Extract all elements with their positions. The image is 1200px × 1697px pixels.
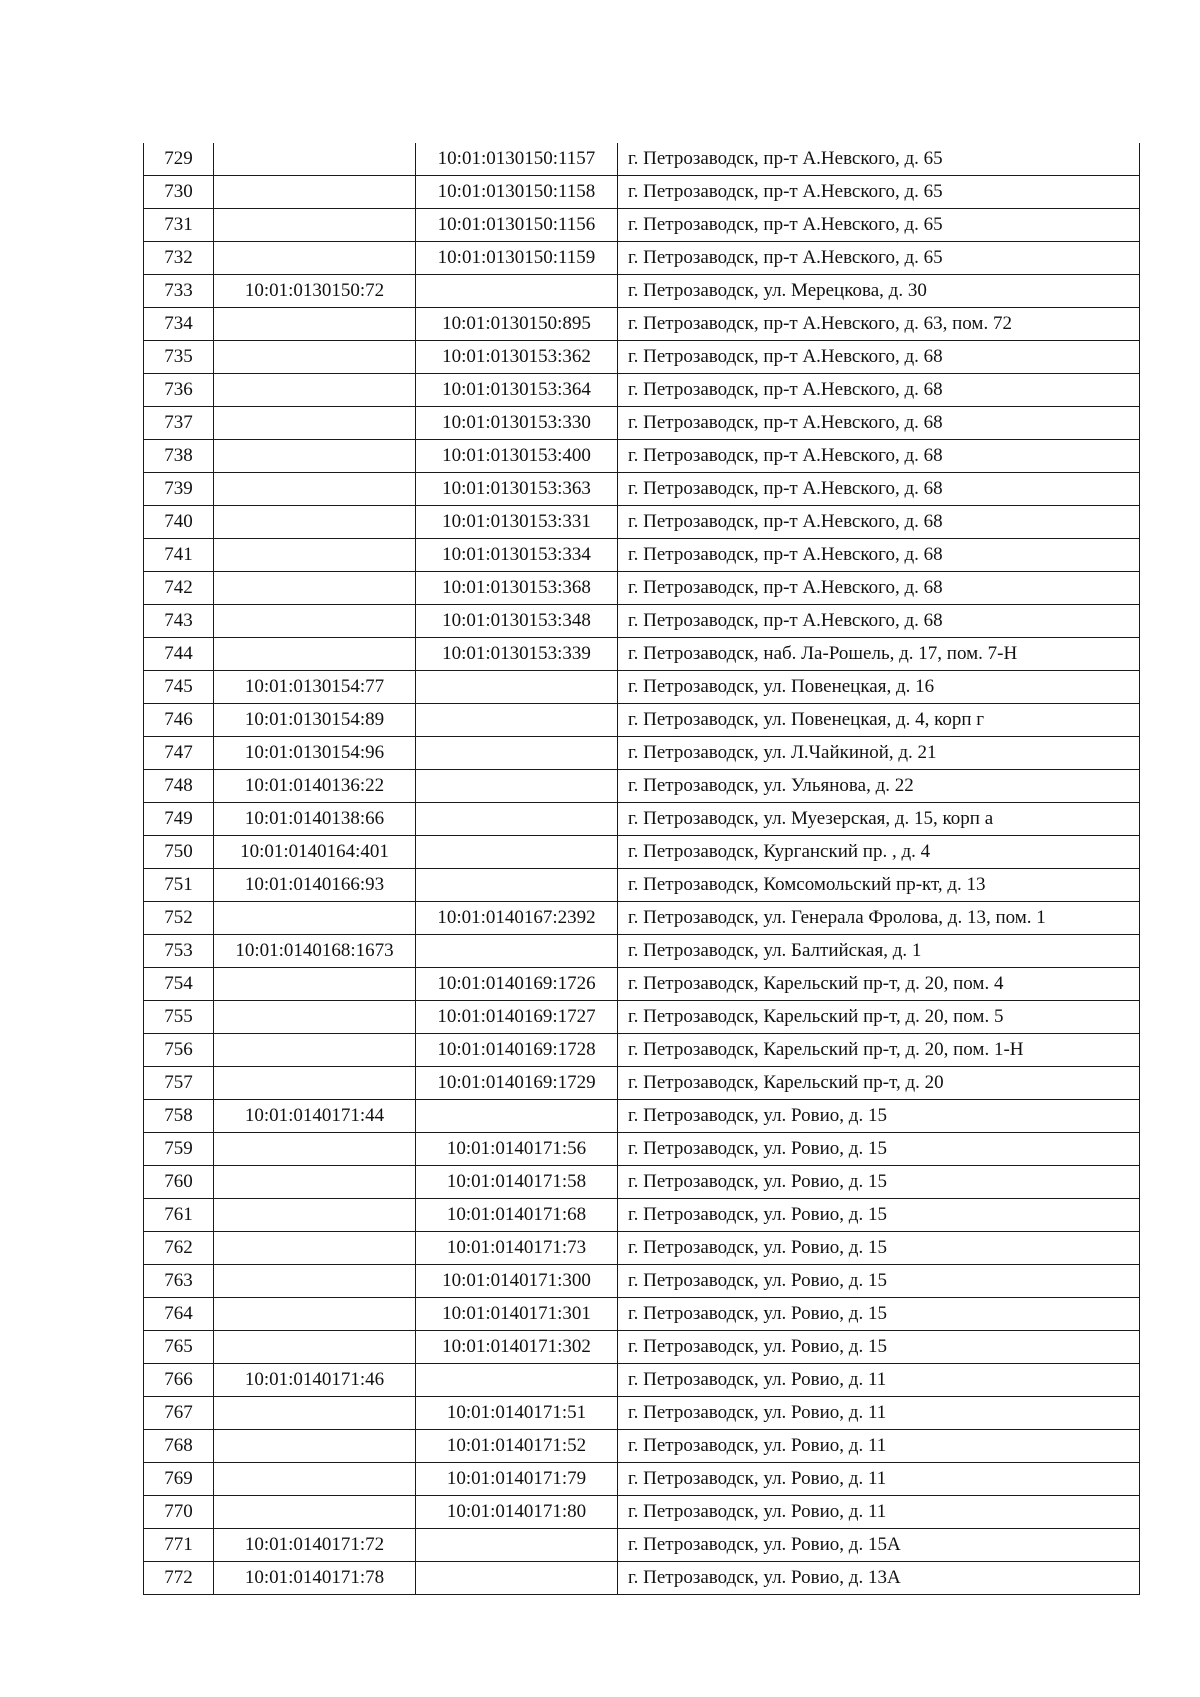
object-cadastral-number-cell: 10:01:0130153:364 — [416, 374, 618, 407]
land-cadastral-number-cell: 10:01:0140136:22 — [214, 770, 416, 803]
land-cadastral-number-cell — [214, 506, 416, 539]
object-cadastral-number-cell: 10:01:0140171:56 — [416, 1133, 618, 1166]
table-row — [144, 341, 1140, 374]
table-row — [144, 539, 1140, 572]
row-number-cell: 758 — [144, 1100, 214, 1133]
row-number-cell: 754 — [144, 968, 214, 1001]
address-cell: г. Петрозаводск, ул. Балтийская, д. 1 — [618, 935, 1140, 968]
table-row — [144, 803, 1140, 836]
row-number-cell: 750 — [144, 836, 214, 869]
table-row — [144, 869, 1140, 902]
row-number-cell: 748 — [144, 770, 214, 803]
row-number-cell: 730 — [144, 176, 214, 209]
object-cadastral-number-cell — [416, 935, 618, 968]
address-cell: г. Петрозаводск, ул. Ровио, д. 11 — [618, 1496, 1140, 1529]
object-cadastral-number-cell: 10:01:0130153:400 — [416, 440, 618, 473]
land-cadastral-number-cell — [214, 242, 416, 275]
table-row — [144, 770, 1140, 803]
address-cell: г. Петрозаводск, ул. Ровио, д. 11 — [618, 1430, 1140, 1463]
land-cadastral-number-cell: 10:01:0140164:401 — [214, 836, 416, 869]
object-cadastral-number-cell: 10:01:0140171:79 — [416, 1463, 618, 1496]
address-cell: г. Петрозаводск, ул. Ульянова, д. 22 — [618, 770, 1140, 803]
row-number-cell: 755 — [144, 1001, 214, 1034]
object-cadastral-number-cell: 10:01:0140169:1729 — [416, 1067, 618, 1100]
object-cadastral-number-cell: 10:01:0140169:1727 — [416, 1001, 618, 1034]
row-number-cell: 771 — [144, 1529, 214, 1562]
land-cadastral-number-cell — [214, 1496, 416, 1529]
address-cell: г. Петрозаводск, пр-т А.Невского, д. 68 — [618, 605, 1140, 638]
row-number-cell: 739 — [144, 473, 214, 506]
address-cell: г. Петрозаводск, ул. Генерала Фролова, д. 13, пом. 1 — [618, 902, 1140, 935]
object-cadastral-number-cell: 10:01:0140167:2392 — [416, 902, 618, 935]
table-row — [144, 836, 1140, 869]
address-cell: г. Петрозаводск, ул. Повенецкая, д. 16 — [618, 671, 1140, 704]
address-cell: г. Петрозаводск, пр-т А.Невского, д. 68 — [618, 374, 1140, 407]
table-row — [144, 1034, 1140, 1067]
object-cadastral-number-cell — [416, 275, 618, 308]
land-cadastral-number-cell — [214, 1001, 416, 1034]
table-row — [144, 407, 1140, 440]
address-cell: г. Петрозаводск, пр-т А.Невского, д. 68 — [618, 341, 1140, 374]
land-cadastral-number-cell — [214, 1397, 416, 1430]
object-cadastral-number-cell — [416, 869, 618, 902]
object-cadastral-number-cell: 10:01:0130153:363 — [416, 473, 618, 506]
row-number-cell: 729 — [144, 143, 214, 176]
row-number-cell: 740 — [144, 506, 214, 539]
land-cadastral-number-cell: 10:01:0140171:78 — [214, 1562, 416, 1595]
object-cadastral-number-cell: 10:01:0140169:1726 — [416, 968, 618, 1001]
address-cell: г. Петрозаводск, Курганский пр. , д. 4 — [618, 836, 1140, 869]
object-cadastral-number-cell: 10:01:0130153:330 — [416, 407, 618, 440]
row-number-cell: 765 — [144, 1331, 214, 1364]
land-cadastral-number-cell — [214, 308, 416, 341]
row-number-cell: 745 — [144, 671, 214, 704]
row-number-cell: 764 — [144, 1298, 214, 1331]
table-row — [144, 1001, 1140, 1034]
address-cell: г. Петрозаводск, Карельский пр-т, д. 20 — [618, 1067, 1140, 1100]
object-cadastral-number-cell: 10:01:0140171:51 — [416, 1397, 618, 1430]
row-number-cell: 738 — [144, 440, 214, 473]
land-cadastral-number-cell — [214, 341, 416, 374]
address-cell: г. Петрозаводск, пр-т А.Невского, д. 63, пом. 72 — [618, 308, 1140, 341]
row-number-cell: 756 — [144, 1034, 214, 1067]
object-cadastral-number-cell: 10:01:0130153:331 — [416, 506, 618, 539]
table-row — [144, 935, 1140, 968]
row-number-cell: 747 — [144, 737, 214, 770]
address-cell: г. Петрозаводск, пр-т А.Невского, д. 68 — [618, 572, 1140, 605]
land-cadastral-number-cell: 10:01:0140138:66 — [214, 803, 416, 836]
row-number-cell: 769 — [144, 1463, 214, 1496]
address-cell: г. Петрозаводск, ул. Ровио, д. 13А — [618, 1562, 1140, 1595]
land-cadastral-number-cell — [214, 902, 416, 935]
land-cadastral-number-cell — [214, 1133, 416, 1166]
object-cadastral-number-cell — [416, 836, 618, 869]
object-cadastral-number-cell: 10:01:0140171:68 — [416, 1199, 618, 1232]
table-row — [144, 275, 1140, 308]
object-cadastral-number-cell: 10:01:0130153:362 — [416, 341, 618, 374]
address-cell: г. Петрозаводск, ул. Ровио, д. 15 — [618, 1166, 1140, 1199]
address-cell: г. Петрозаводск, пр-т А.Невского, д. 68 — [618, 440, 1140, 473]
row-number-cell: 736 — [144, 374, 214, 407]
address-cell: г. Петрозаводск, Карельский пр-т, д. 20, пом. 1-Н — [618, 1034, 1140, 1067]
object-cadastral-number-cell — [416, 1562, 618, 1595]
object-cadastral-number-cell: 10:01:0140171:300 — [416, 1265, 618, 1298]
address-cell: г. Петрозаводск, ул. Ровио, д. 15 — [618, 1133, 1140, 1166]
land-cadastral-number-cell — [214, 1166, 416, 1199]
table-row — [144, 1232, 1140, 1265]
address-cell: г. Петрозаводск, Карельский пр-т, д. 20, пом. 5 — [618, 1001, 1140, 1034]
land-cadastral-number-cell: 10:01:0130154:96 — [214, 737, 416, 770]
address-cell: г. Петрозаводск, ул. Мерецкова, д. 30 — [618, 275, 1140, 308]
address-cell: г. Петрозаводск, ул. Л.Чайкиной, д. 21 — [618, 737, 1140, 770]
land-cadastral-number-cell — [214, 1331, 416, 1364]
object-cadastral-number-cell — [416, 1529, 618, 1562]
land-cadastral-number-cell: 10:01:0130154:77 — [214, 671, 416, 704]
table-row — [144, 440, 1140, 473]
table-row — [144, 1529, 1140, 1562]
land-cadastral-number-cell — [214, 1430, 416, 1463]
land-cadastral-number-cell: 10:01:0130150:72 — [214, 275, 416, 308]
address-cell: г. Петрозаводск, ул. Ровио, д. 15 — [618, 1265, 1140, 1298]
row-number-cell: 746 — [144, 704, 214, 737]
table-row — [144, 704, 1140, 737]
table-row — [144, 1133, 1140, 1166]
land-cadastral-number-cell: 10:01:0130154:89 — [214, 704, 416, 737]
object-cadastral-number-cell — [416, 737, 618, 770]
row-number-cell: 770 — [144, 1496, 214, 1529]
table-row — [144, 506, 1140, 539]
object-cadastral-number-cell — [416, 770, 618, 803]
object-cadastral-number-cell: 10:01:0130153:368 — [416, 572, 618, 605]
row-number-cell: 768 — [144, 1430, 214, 1463]
table-row — [144, 968, 1140, 1001]
row-number-cell: 734 — [144, 308, 214, 341]
object-cadastral-number-cell: 10:01:0130153:339 — [416, 638, 618, 671]
land-cadastral-number-cell — [214, 1232, 416, 1265]
row-number-cell: 751 — [144, 869, 214, 902]
address-cell: г. Петрозаводск, пр-т А.Невского, д. 65 — [618, 143, 1140, 176]
object-cadastral-number-cell: 10:01:0130150:895 — [416, 308, 618, 341]
land-cadastral-number-cell — [214, 605, 416, 638]
object-cadastral-number-cell: 10:01:0130150:1158 — [416, 176, 618, 209]
table-row — [144, 1496, 1140, 1529]
table-row — [144, 374, 1140, 407]
object-cadastral-number-cell: 10:01:0140171:301 — [416, 1298, 618, 1331]
row-number-cell: 753 — [144, 935, 214, 968]
object-cadastral-number-cell: 10:01:0140171:302 — [416, 1331, 618, 1364]
row-number-cell: 737 — [144, 407, 214, 440]
address-cell: г. Петрозаводск, пр-т А.Невского, д. 68 — [618, 473, 1140, 506]
property-registry-table — [143, 143, 1140, 1595]
table-row — [144, 605, 1140, 638]
table-row — [144, 1199, 1140, 1232]
table-row — [144, 1397, 1140, 1430]
object-cadastral-number-cell — [416, 1364, 618, 1397]
address-cell: г. Петрозаводск, ул. Муезерская, д. 15, корп а — [618, 803, 1140, 836]
object-cadastral-number-cell — [416, 671, 618, 704]
object-cadastral-number-cell — [416, 803, 618, 836]
address-cell: г. Петрозаводск, пр-т А.Невского, д. 68 — [618, 407, 1140, 440]
object-cadastral-number-cell: 10:01:0130150:1156 — [416, 209, 618, 242]
land-cadastral-number-cell — [214, 539, 416, 572]
table-row — [144, 1166, 1140, 1199]
land-cadastral-number-cell: 10:01:0140166:93 — [214, 869, 416, 902]
row-number-cell: 744 — [144, 638, 214, 671]
object-cadastral-number-cell: 10:01:0140171:80 — [416, 1496, 618, 1529]
row-number-cell: 733 — [144, 275, 214, 308]
row-number-cell: 772 — [144, 1562, 214, 1595]
address-cell: г. Петрозаводск, наб. Ла-Рошель, д. 17, пом. 7-Н — [618, 638, 1140, 671]
address-cell: г. Петрозаводск, пр-т А.Невского, д. 65 — [618, 242, 1140, 275]
address-cell: г. Петрозаводск, ул. Ровио, д. 11 — [618, 1364, 1140, 1397]
land-cadastral-number-cell — [214, 209, 416, 242]
object-cadastral-number-cell — [416, 1100, 618, 1133]
document-page — [143, 143, 1139, 1595]
row-number-cell: 731 — [144, 209, 214, 242]
object-cadastral-number-cell: 10:01:0130150:1159 — [416, 242, 618, 275]
address-cell: г. Петрозаводск, ул. Ровио, д. 15 — [618, 1298, 1140, 1331]
land-cadastral-number-cell: 10:01:0140171:72 — [214, 1529, 416, 1562]
address-cell: г. Петрозаводск, ул. Ровио, д. 15 — [618, 1331, 1140, 1364]
land-cadastral-number-cell — [214, 638, 416, 671]
land-cadastral-number-cell — [214, 572, 416, 605]
table-row — [144, 242, 1140, 275]
object-cadastral-number-cell — [416, 704, 618, 737]
land-cadastral-number-cell: 10:01:0140171:44 — [214, 1100, 416, 1133]
table-row — [144, 209, 1140, 242]
table-row — [144, 1430, 1140, 1463]
object-cadastral-number-cell: 10:01:0130153:348 — [416, 605, 618, 638]
table-row — [144, 737, 1140, 770]
land-cadastral-number-cell — [214, 1199, 416, 1232]
land-cadastral-number-cell — [214, 143, 416, 176]
object-cadastral-number-cell: 10:01:0140169:1728 — [416, 1034, 618, 1067]
table-row — [144, 1364, 1140, 1397]
land-cadastral-number-cell — [214, 1067, 416, 1100]
table-row — [144, 176, 1140, 209]
row-number-cell: 732 — [144, 242, 214, 275]
address-cell: г. Петрозаводск, ул. Повенецкая, д. 4, корп г — [618, 704, 1140, 737]
land-cadastral-number-cell — [214, 440, 416, 473]
address-cell: г. Петрозаводск, пр-т А.Невского, д. 65 — [618, 209, 1140, 242]
address-cell: г. Петрозаводск, ул. Ровио, д. 15 — [618, 1199, 1140, 1232]
land-cadastral-number-cell — [214, 176, 416, 209]
row-number-cell: 752 — [144, 902, 214, 935]
table-row — [144, 902, 1140, 935]
address-cell: г. Петрозаводск, пр-т А.Невского, д. 65 — [618, 176, 1140, 209]
address-cell: г. Петрозаводск, пр-т А.Невского, д. 68 — [618, 539, 1140, 572]
object-cadastral-number-cell: 10:01:0140171:52 — [416, 1430, 618, 1463]
land-cadastral-number-cell — [214, 407, 416, 440]
table-row — [144, 143, 1140, 176]
table-row — [144, 1067, 1140, 1100]
row-number-cell: 762 — [144, 1232, 214, 1265]
table-row — [144, 1100, 1140, 1133]
table-row — [144, 1265, 1140, 1298]
land-cadastral-number-cell — [214, 1265, 416, 1298]
row-number-cell: 742 — [144, 572, 214, 605]
row-number-cell: 763 — [144, 1265, 214, 1298]
address-cell: г. Петрозаводск, ул. Ровио, д. 15 — [618, 1100, 1140, 1133]
row-number-cell: 761 — [144, 1199, 214, 1232]
registry-table-body — [144, 143, 1140, 1595]
object-cadastral-number-cell: 10:01:0130153:334 — [416, 539, 618, 572]
row-number-cell: 766 — [144, 1364, 214, 1397]
table-row — [144, 1562, 1140, 1595]
land-cadastral-number-cell — [214, 1463, 416, 1496]
table-row — [144, 1463, 1140, 1496]
table-row — [144, 1331, 1140, 1364]
table-row — [144, 308, 1140, 341]
address-cell: г. Петрозаводск, пр-т А.Невского, д. 68 — [618, 506, 1140, 539]
address-cell: г. Петрозаводск, Карельский пр-т, д. 20, пом. 4 — [618, 968, 1140, 1001]
table-row — [144, 1298, 1140, 1331]
row-number-cell: 757 — [144, 1067, 214, 1100]
land-cadastral-number-cell — [214, 473, 416, 506]
address-cell: г. Петрозаводск, ул. Ровио, д. 11 — [618, 1463, 1140, 1496]
row-number-cell: 767 — [144, 1397, 214, 1430]
table-row — [144, 671, 1140, 704]
table-row — [144, 473, 1140, 506]
land-cadastral-number-cell — [214, 374, 416, 407]
row-number-cell: 741 — [144, 539, 214, 572]
land-cadastral-number-cell — [214, 1298, 416, 1331]
land-cadastral-number-cell: 10:01:0140168:1673 — [214, 935, 416, 968]
row-number-cell: 759 — [144, 1133, 214, 1166]
address-cell: г. Петрозаводск, ул. Ровио, д. 11 — [618, 1397, 1140, 1430]
land-cadastral-number-cell — [214, 968, 416, 1001]
land-cadastral-number-cell — [214, 1034, 416, 1067]
address-cell: г. Петрозаводск, ул. Ровио, д. 15 — [618, 1232, 1140, 1265]
row-number-cell: 749 — [144, 803, 214, 836]
object-cadastral-number-cell: 10:01:0140171:58 — [416, 1166, 618, 1199]
address-cell: г. Петрозаводск, ул. Ровио, д. 15А — [618, 1529, 1140, 1562]
land-cadastral-number-cell: 10:01:0140171:46 — [214, 1364, 416, 1397]
row-number-cell: 760 — [144, 1166, 214, 1199]
table-row — [144, 638, 1140, 671]
row-number-cell: 743 — [144, 605, 214, 638]
address-cell: г. Петрозаводск, Комсомольский пр-кт, д. 13 — [618, 869, 1140, 902]
row-number-cell: 735 — [144, 341, 214, 374]
table-row — [144, 572, 1140, 605]
object-cadastral-number-cell: 10:01:0130150:1157 — [416, 143, 618, 176]
object-cadastral-number-cell: 10:01:0140171:73 — [416, 1232, 618, 1265]
